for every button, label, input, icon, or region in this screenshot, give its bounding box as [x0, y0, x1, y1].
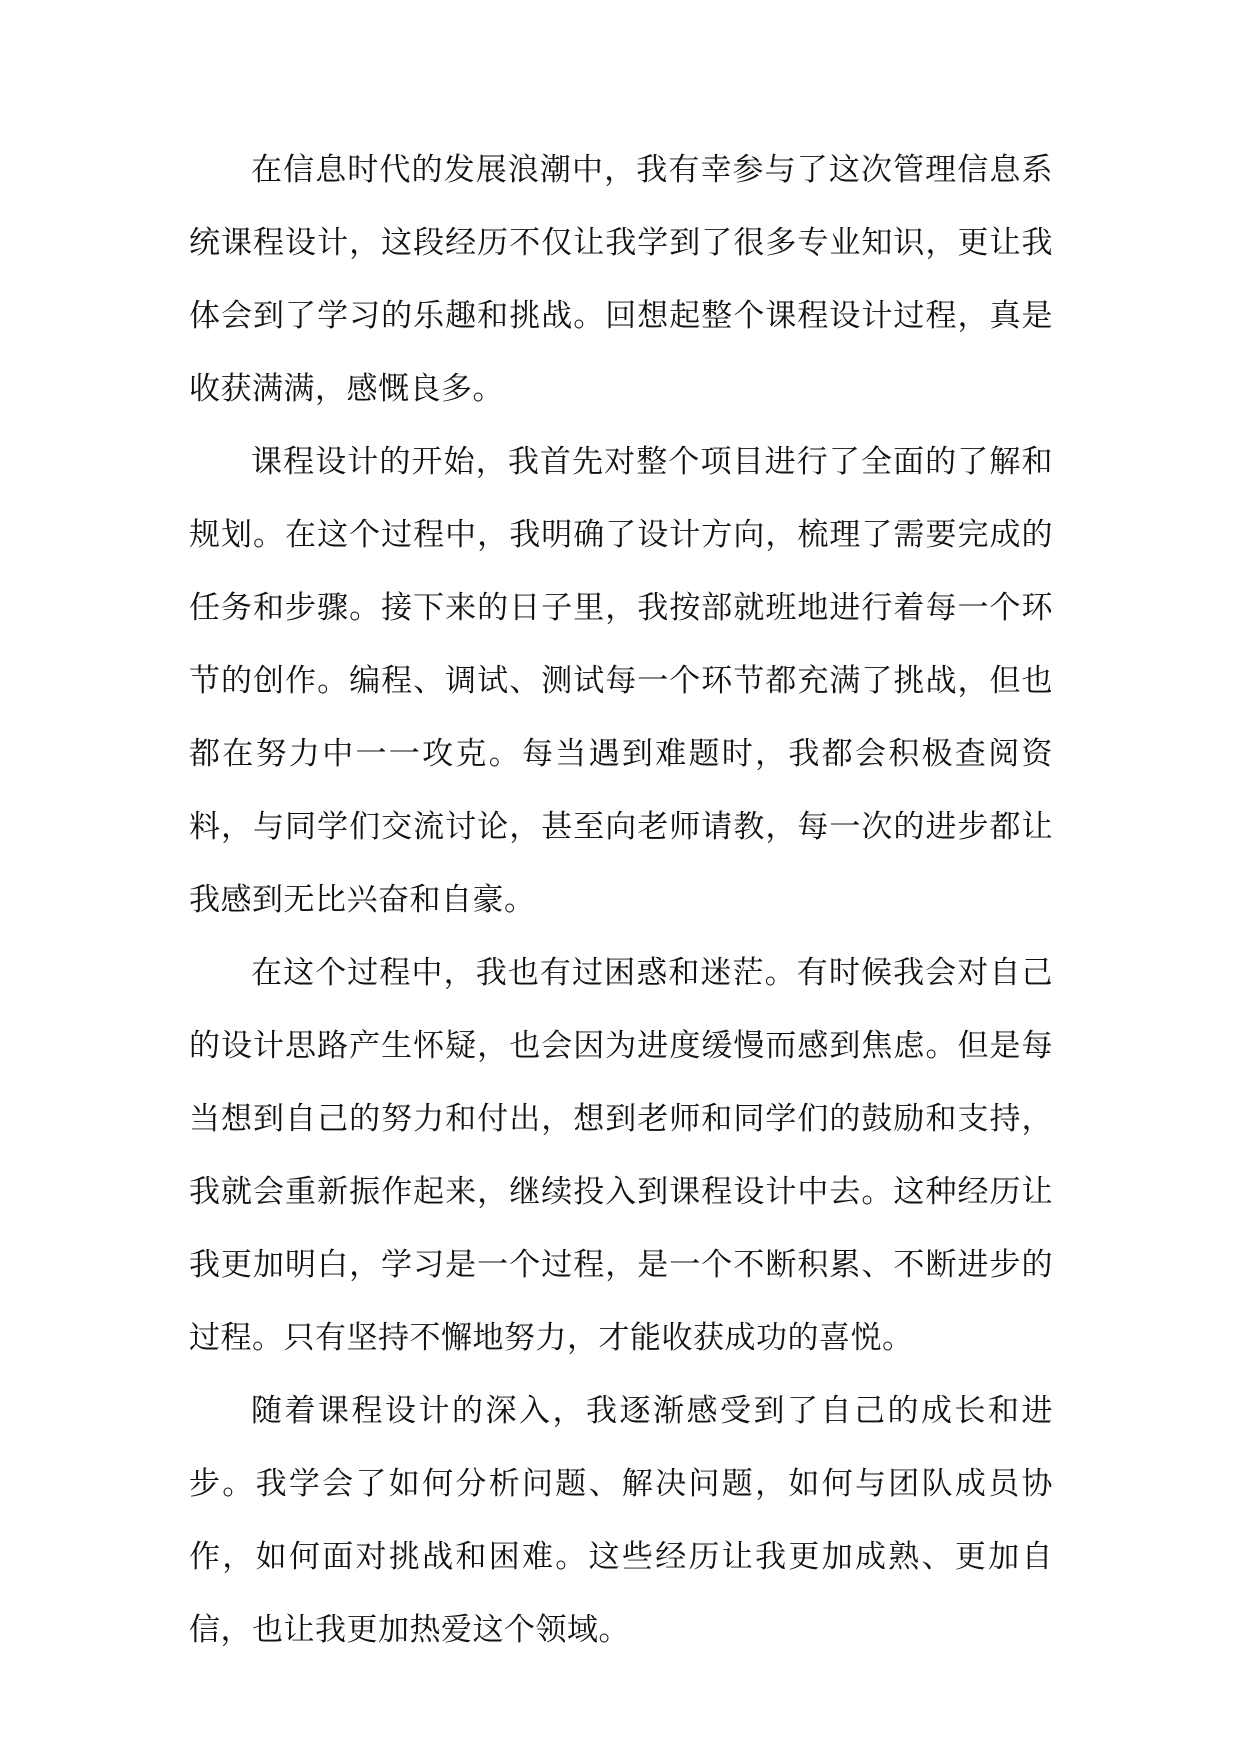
document-body [189, 134, 1053, 1667]
paragraph-2: 课程设计的开始，我首先对整个项目进行了全面的了解和规划。在这个过程中，我明确了设计方向，梳理了需要完成的任务和步骤。接下来的日子里，我按部就班地进行着每一个环节的创作。编程、调试、测试每一个环节都充满了挑战，但也都在努力中一一攻克。每当遇到难题时，我都会积极查阅资料，与同学们交流讨论，甚至向老师请教，每一次的进步都让我感到无比兴奋和自豪。 [189, 444, 1053, 918]
paragraph-1: 在信息时代的发展浪潮中，我有幸参与了这次管理信息系统课程设计，这段经历不仅让我学到了很多专业知识，更让我体会到了学习的乐趣和挑战。回想起整个课程设计过程，真是收获满满，感慨良多。 [189, 152, 1053, 407]
paragraph-4: 随着课程设计的深入，我逐渐感受到了自己的成长和进步。我学会了如何分析问题、解决问题，如何与团队成员协作，如何面对挑战和困难。这些经历让我更加成熟、更加自信，也让我更加热爱这个领域。 [189, 1393, 1053, 1648]
paragraph-3: 在这个过程中，我也有过困惑和迷茫。有时候我会对自己的设计思路产生怀疑，也会因为进度缓慢而感到焦虑。但是每当想到自己的努力和付出，想到老师和同学们的鼓励和支持，我就会重新振作起来，继续投入到课程设计中去。这种经历让我更加明白，学习是一个过程，是一个不断积累、不断进步的过程。只有坚持不懈地努力，才能收获成功的喜悦。 [189, 955, 1053, 1356]
